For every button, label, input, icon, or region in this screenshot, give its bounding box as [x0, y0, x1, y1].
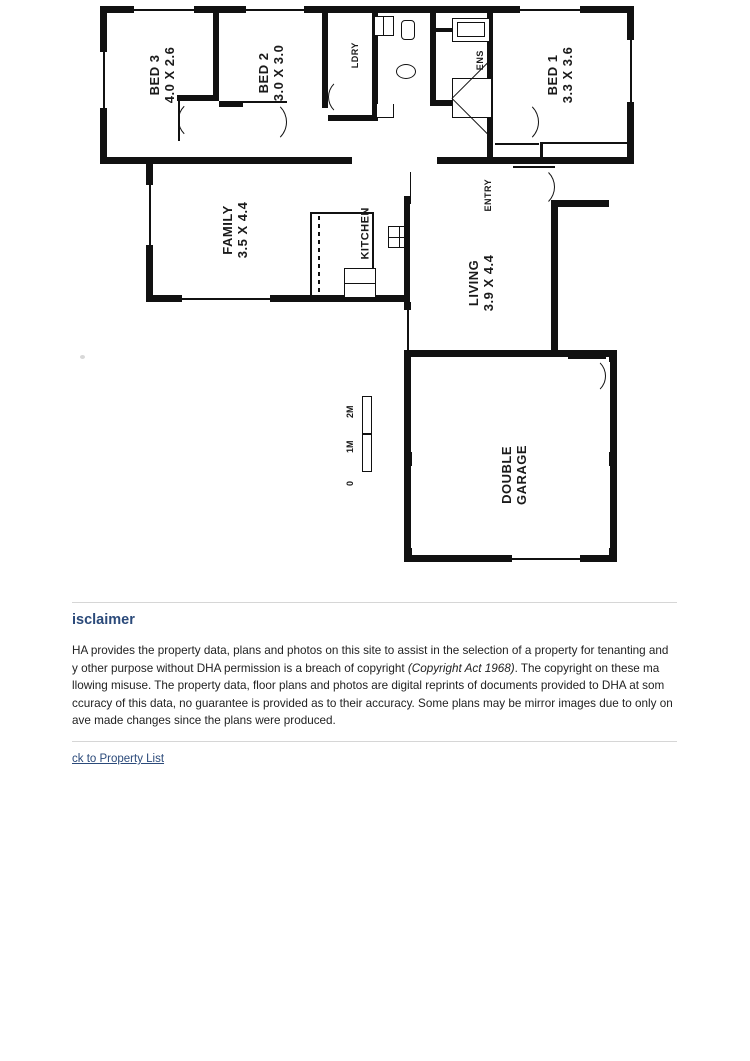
- room-label-kitchen: KITCHEN: [359, 207, 372, 260]
- room-label-bed3: BED 3 4.0 X 2.6: [147, 46, 177, 104]
- ensuite-shower: [452, 78, 492, 118]
- door-bed3-leaf: [178, 101, 180, 141]
- scale-bar: [336, 392, 382, 484]
- room-label-entry: ENTRY: [482, 178, 493, 212]
- kitchen-bench-dashed: [318, 216, 320, 292]
- divider-top: [72, 602, 677, 603]
- door-entry: [513, 166, 555, 208]
- scale-label-0: 0: [345, 480, 355, 486]
- scale-label-1m: 1M: [345, 440, 355, 453]
- wall-bedroom-wing-bottom-right: [437, 157, 634, 164]
- disclaimer-title: isclaimer: [72, 612, 135, 628]
- garage-pillar-top-right: [609, 350, 617, 362]
- scale-bar-segment-1: [362, 396, 372, 434]
- room-label-bed2: BED 2 3.0 X 3.0: [256, 44, 286, 102]
- divider-bottom: [72, 741, 677, 742]
- door-garage-internal-leaf: [568, 357, 606, 359]
- back-to-property-list-link[interactable]: ck to Property List: [72, 753, 165, 765]
- wall-living-right-step: [551, 200, 609, 207]
- bed1-robe-line: [540, 142, 630, 144]
- kitchen-sink-divider: [344, 283, 376, 284]
- kitchen-bench-left: [310, 212, 312, 296]
- room-label-bed1: BED 1 3.3 X 3.6: [545, 46, 575, 104]
- door-ldry-leaf: [328, 116, 366, 118]
- window-bed1-right-frame: [630, 40, 632, 102]
- scale-label-2m: 2M: [345, 405, 355, 418]
- room-label-ldry: LDRY: [349, 42, 360, 69]
- window-bed2-top-frame: [246, 9, 304, 11]
- wall-bed3-bed2-divider: [213, 6, 219, 101]
- scale-bar-segment-2: [362, 434, 372, 472]
- wall-living-bottom: [404, 350, 558, 357]
- scan-artifact: [80, 355, 85, 359]
- garage-door-line: [512, 558, 580, 560]
- bed1-robe-end: [540, 142, 543, 158]
- window-bed3-left-frame: [103, 52, 105, 108]
- door-bed1-leaf: [495, 143, 539, 145]
- door-garage-internal: [568, 357, 606, 395]
- room-label-living: LIVING 3.9 X 4.4: [466, 254, 496, 312]
- garage-pillar-bottom-right: [609, 548, 617, 562]
- ensuite-vanity-basin: [457, 22, 485, 37]
- wall-bedroom-wing-bottom-left: [100, 157, 352, 164]
- room-label-family: FAMILY 3.5 X 4.4: [220, 201, 250, 259]
- wall-kitchen-pantry: [404, 196, 410, 302]
- garage-pillar-left: [404, 452, 412, 466]
- window-living-left-frame: [407, 310, 409, 350]
- window-family-bottom-frame: [182, 298, 270, 300]
- laundry-bench: [376, 104, 394, 118]
- door-bed1: [495, 100, 539, 144]
- door-ldry: [328, 78, 366, 116]
- window-bed1-top-frame: [520, 9, 580, 11]
- kitchen-hall-opening: [410, 172, 411, 204]
- window-bed3-top-frame: [134, 9, 194, 11]
- wall-bed2-right: [322, 6, 328, 108]
- bath-basin: [396, 64, 416, 79]
- wall-hall-top: [219, 101, 243, 107]
- room-label-ens: ENS: [474, 50, 485, 71]
- wall-living-right-upper: [551, 200, 558, 350]
- door-entry-leaf: [513, 166, 555, 168]
- bath-toilet: [401, 20, 415, 40]
- door-bed3: [178, 100, 218, 140]
- garage-pillar-bottom-left: [404, 548, 412, 562]
- garage-pillar-right: [609, 452, 617, 466]
- window-family-left-frame: [149, 185, 151, 245]
- laundry-tub-cross: [383, 16, 384, 36]
- room-label-garage: DOUBLE GARAGE: [499, 444, 529, 505]
- disclaimer-text: HA provides the property data, plans and photos on this site to assist in the selection of a property for tenanting and y other purpose without DHA permission is a breach of copyright (Copyright Act 1968). The copyright on these ma llowing misuse. The property data, floor plans and photos are digital reprints of documents provided to DHA at som ccuracy of this data, no guarantee is provided as to their accuracy. Some plans may be mirror images due to only on ave made changes since the plans were produced.: [72, 644, 673, 727]
- wall-garage-bottom: [404, 555, 617, 562]
- wall-bath-right: [430, 6, 436, 106]
